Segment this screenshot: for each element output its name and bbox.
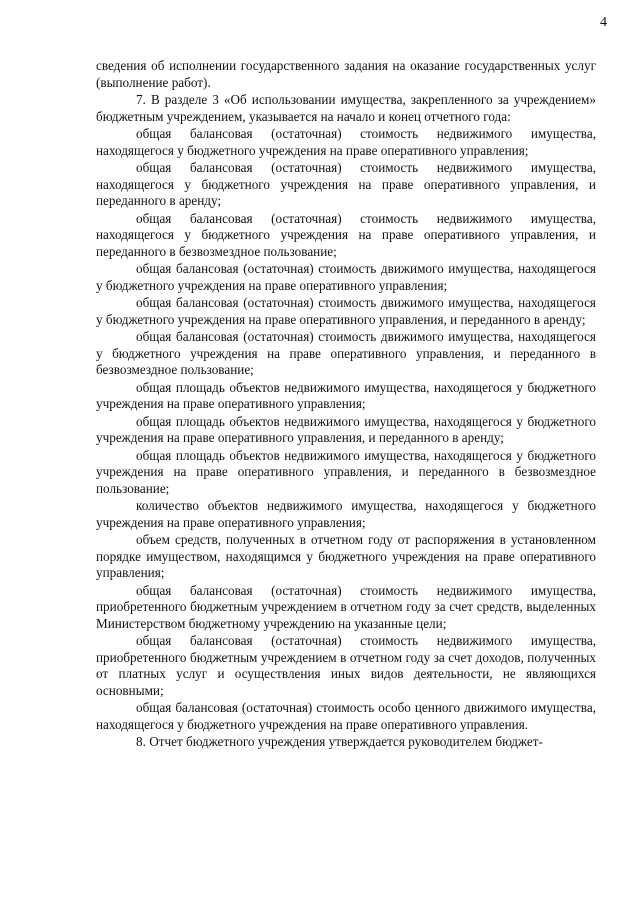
paragraph: общая балансовая (остаточная) стоимость недвижимого имущества, находящегося у бюджетного учреждения на праве оперативного управления, и переданного в аренду; (96, 160, 596, 208)
paragraph: общая балансовая (остаточная) стоимость недвижимого имущества, находящегося у бюджетного учреждения на праве оперативного управления; (96, 126, 596, 158)
paragraph: общая площадь объектов недвижимого имущества, находящегося у бюджетного учреждения на праве оперативного управления, и переданного в безвозмездное пользование; (96, 447, 596, 496)
paragraph: общая площадь объектов недвижимого имущества, находящегося у бюджетного учреждения на праве оперативного управления; (96, 379, 596, 411)
paragraph: общая балансовая (остаточная) стоимость движимого имущества, находящегося у бюджетного учреждения на праве оперативного управления, и переданного в безвозмездное пользование; (96, 329, 596, 377)
paragraph: общая балансовая (остаточная) стоимость движимого имущества, находящегося у бюджетного учреждения на праве оперативного управления, и переданного в аренду; (96, 295, 596, 327)
paragraph: общая балансовая (остаточная) стоимость движимого имущества, находящегося у бюджетного учреждения на праве оперативного управления; (96, 261, 596, 293)
paragraph: 7. В разделе 3 «Об использовании имущества, закрепленного за учреждением» бюджетным учреждением, указывается на начало и конец отчетного года: (96, 92, 596, 124)
document-body (96, 58, 596, 752)
paragraph: объем средств, полученных в отчетном году от распоряжения в установленном порядке имуществом, находящимся у бюджетного учреждения на праве оперативного управления; (96, 532, 596, 580)
paragraph: общая балансовая (остаточная) стоимость недвижимого имущества, приобретенного бюджетным учреждением в отчетном году за счет доходов, полученных от платных услуг и осуществления иных видов деятельности, не являющихся основными; (96, 633, 596, 698)
page-number: 4 (600, 15, 607, 30)
paragraph: количество объектов недвижимого имущества, находящегося у бюджетного учреждения на праве оперативного управления; (96, 498, 596, 530)
paragraph: общая площадь объектов недвижимого имущества, находящегося у бюджетного учреждения на праве оперативного управления, и переданного в аренду; (96, 413, 596, 445)
paragraph: общая балансовая (остаточная) стоимость особо ценного движимого имущества, находящегося у бюджетного учреждения на праве оперативного управления. (96, 700, 596, 732)
paragraph: общая балансовая (остаточная) стоимость недвижимого имущества, приобретенного бюджетным учреждением в отчетном году за счет средств, выделенных Министерством бюджетному учреждению на указанные цели; (96, 582, 596, 631)
paragraph: 8. Отчет бюджетного учреждения утверждается руководителем бюджет- (136, 734, 543, 749)
paragraph: общая балансовая (остаточная) стоимость недвижимого имущества, находящегося у бюджетного учреждения на праве оперативного управления, и переданного в безвозмездное пользование; (96, 210, 596, 259)
paragraph: сведения об исполнении государственного задания на оказание государственных услуг (выполнение работ). (96, 58, 596, 90)
